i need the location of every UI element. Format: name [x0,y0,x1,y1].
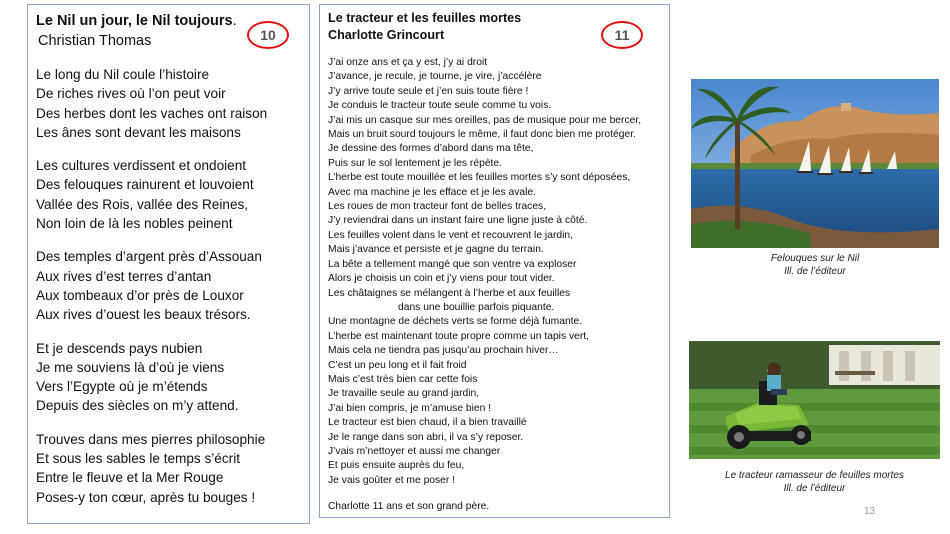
poem-line: dans une bouillie parfois piquante. [398,301,555,313]
poem-author: Charlotte Grincourt [328,28,445,42]
poem-line: Je dessine des formes d’abord dans ma tête, [328,143,534,155]
nile-feluccas-photo [691,79,939,248]
poem-stanza [36,339,301,416]
poem-line: Je le range dans son abri, il va s’y reposer. [328,431,524,443]
poem-line: J’ai bien compris, je m’amuse bien ! [328,402,492,414]
poem-signature: Charlotte 11 ans et son grand père. [328,501,490,513]
poem-line: Mais c’est très bien car cette fois [328,373,478,385]
poem-line: Le long du Nil coule l’histoire [36,67,210,82]
poem-title: Le tracteur et les feuilles mortes [328,11,522,25]
poem-line: Puis sur le sol lentement je les répète. [328,157,502,169]
poem-line: C’est un peu long et il fait froid [328,359,467,371]
poem-line: Et sous les sables le temps s’écrit [36,451,240,467]
poem-author: Christian Thomas [38,33,152,49]
poem-line: J’avance, je recule, je tourne, je vire, j’accélère [328,71,542,83]
lawn-tractor-photo [689,341,940,459]
poem-body [328,56,661,488]
poem-line: J’y arrive toute seule et j’en suis toute fière ! [328,85,529,97]
poem-line: Vers l’Egypte où je m’étends [36,379,208,395]
poem-line: Les roues de mon tracteur font de belles traces, [328,201,547,213]
poem-panel-tracteur [319,4,670,518]
poem-line: Aux rives d’est terres d’antan [36,268,212,284]
poem-line: Avec ma machine je les efface et je les avale. [328,186,536,198]
poem-line: J’ai mis un casque sur mes oreilles, pas de musique pour me bercer, [328,114,642,126]
poem-line: La bête a tellement mangé que son ventre va exploser [328,258,577,270]
poem-line: L’herbe est toute mouillée et les feuilles mortes s’y sont déposées, [328,172,631,184]
poem-line: Une montagne de déchets verts se forme déjà fumante. [328,316,583,328]
poem-title: Le Nil un jour, le Nil toujours. [36,13,237,29]
poem-line: Les châtaignes se mélangent à l’herbe et aux feuilles [328,287,571,299]
poem-line: Je me souviens là d’où je viens [36,359,225,375]
poem-line: Des herbes dont les vaches ont raison [36,105,268,121]
poem-line: Mais j’avance et persiste et je gagne du terrain. [328,244,544,256]
poem-line: Et puis ensuite auprès du feu, [328,460,465,472]
poem-stanza [36,156,301,233]
poem-line: Les ânes sont devant les maisons [36,124,241,140]
poem-line: Non loin de là les nobles peinent [36,216,233,232]
poem-number-badge: 11 [601,21,643,49]
poem-line: Je travaille seule au grand jardin, [328,388,480,400]
poem-line: Et je descends pays nubien [36,340,203,356]
poem-line: J’ai onze ans et ça y est, j’y ai droit [328,57,488,68]
poem-line: Le tracteur est bien chaud, il a bien travaillé [328,417,527,429]
poem-panel-nil [27,4,310,524]
poem-line: Entre le fleuve et la Mer Rouge [36,470,224,486]
page-number: 13 [864,506,876,517]
poem-stanza [36,430,301,507]
poem-line: Les cultures verdissent et ondoient [36,158,247,174]
poem-line: J’y reviendrai dans un instant faire une ligne juste à côté. [328,215,588,227]
poem-line: Poses-y ton cœur, après tu bouges ! [36,489,256,505]
poem-line: J’vais m’nettoyer et aussi me changer [328,445,501,457]
nile-photo-caption: Felouques sur le Nil Ill. de l’éditeur [770,253,860,277]
poem-line: L’herbe est maintenant toute propre comme un tapis vert, [328,330,590,342]
poem-line: Aux rives d’ouest les beaux trésors. [36,307,251,323]
poem-line: Alors je choisis un coin et j’y viens pour tout vider. [328,273,555,285]
poem-line: Des felouques rainurent et louvoient [36,177,254,193]
poem-number-badge: 10 [247,21,289,49]
poem-stanza [36,247,301,324]
poem-line: Les feuilles volent dans le vent et recouvrent le jardin, [328,229,573,241]
poem-line: Vallée des Rois, vallée des Reines, [36,196,249,212]
poem-line: De riches rives où l’on peut voir [36,86,226,102]
tractor-photo-caption: Le tracteur ramasseur de feuilles mortes Ill. de l’éditeur [725,470,904,494]
poem-line: Trouves dans mes pierres philosophie [36,431,266,447]
poem-line: Mais un bruit sourd toujours le même, il faut donc bien me protéger. [328,129,636,141]
poem-line: Mais cela ne tiendra pas jusqu’au prochain hiver… [328,345,559,357]
poem-body [36,65,301,507]
poem-stanza [36,65,301,142]
poem-line: Depuis des siècles on m’y attend. [36,398,239,414]
poem-line: Aux tombeaux d’or près de Louxor [36,287,244,303]
poem-line: Des temples d’argent près d’Assouan [36,249,262,265]
poem-line: Je vais goûter et me poser ! [328,474,456,486]
poem-line: Je conduis le tracteur toute seule comme tu vois. [328,100,552,112]
